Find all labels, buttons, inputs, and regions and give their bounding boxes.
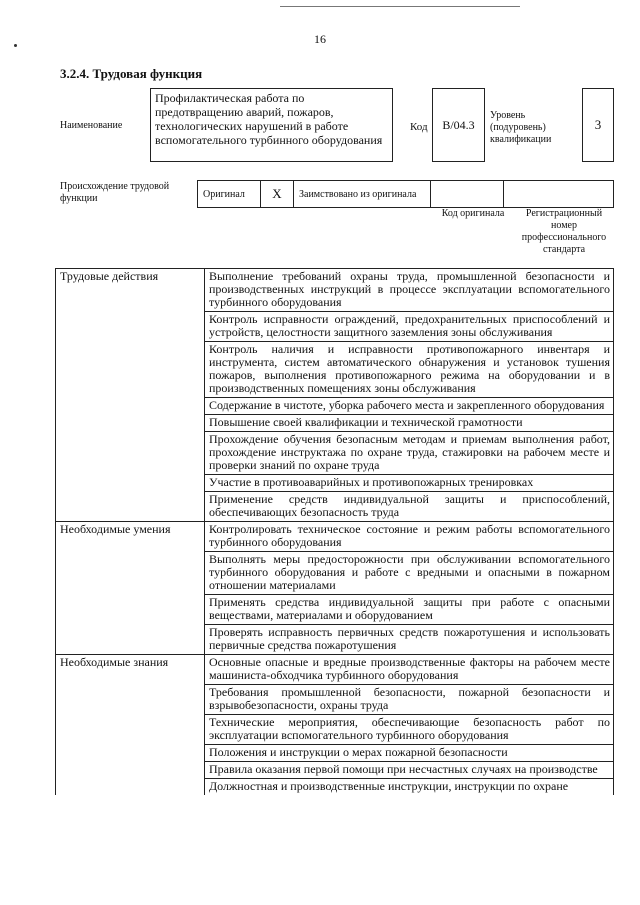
section-header-skills: Необходимые умения <box>56 522 205 655</box>
list-item: Требования промышленной безопасности, пожарной безопасности и взрывобезопасности, охраны труда <box>205 685 614 715</box>
origin-label: Происхождение трудовой функции <box>60 181 170 204</box>
list-item: Применять средства индивидуальной защиты при работе с опасными веществами, материалами и оборудованием <box>205 595 614 625</box>
origin-table <box>197 180 614 208</box>
section-header-actions: Трудовые действия <box>56 269 205 522</box>
list-item: Должностная и производственные инструкции, инструкции по охране <box>205 779 614 796</box>
table-row <box>56 655 614 685</box>
reg-number-caption: Регистрационный номер профессионального стандарта <box>521 208 607 255</box>
function-details-table <box>55 268 614 795</box>
list-item: Выполнение требований охраны труда, промышленной безопасности и производственных инструкций в процессе эксплуатации вспомогательного турбинного оборудования <box>205 269 614 312</box>
level-label: Уровень (подуровень) квалификации <box>490 110 552 145</box>
list-item: Контроль наличия и исправности противопожарного инвентаря и инструмента, систем автоматического обнаружения и установок тушения пожаров, выполнения противопожарного режима на оборудовании и в производственных помещениях зоны обслуживания <box>205 342 614 398</box>
list-item: Проверять исправность первичных средств пожаротушения и использовать первичные средства пожаротушения <box>205 625 614 655</box>
scan-top-line <box>280 6 520 7</box>
name-label: Наименование <box>60 120 123 131</box>
code-label: Код <box>410 121 428 133</box>
name-value-box: Профилактическая работа по предотвращению аварий, пожаров, технологических нарушений в работе вспомогательного турбинного оборудования <box>150 88 393 162</box>
reg-number-cell <box>504 181 614 208</box>
table-row <box>56 269 614 312</box>
list-item: Контроль исправности ограждений, предохранительных приспособлений и устройств, целостности защитного заземления зоны обслуживания <box>205 312 614 342</box>
list-item: Выполнять меры предосторожности при обслуживании вспомогательного турбинного оборудования и работе с вредными и опасными в пожарном отношении материалами <box>205 552 614 595</box>
code-value-box: B/04.3 <box>432 88 485 162</box>
page-number: 16 <box>314 32 326 46</box>
original-label: Оригинал <box>198 181 261 208</box>
list-item: Повышение своей квалификации и технической грамотности <box>205 415 614 432</box>
origin-code-caption: Код оригинала <box>441 208 505 219</box>
list-item: Участие в противоаварийных и противопожарных тренировках <box>205 475 614 492</box>
section-header-knowledge: Необходимые знания <box>56 655 205 796</box>
list-item: Содержание в чистоте, уборка рабочего места и закрепленного оборудования <box>205 398 614 415</box>
list-item: Технические мероприятия, обеспечивающие безопасность работ по эксплуатации вспомогательного турбинного оборудования <box>205 715 614 745</box>
origin-code-cell <box>431 181 504 208</box>
list-item: Прохождение обучения безопасным методам и приемам выполнения работ, прохождение инструктажа по охране труда, стажировки на рабочем месте и проверки знаний по охране труда <box>205 432 614 475</box>
list-item: Положения и инструкции о мерах пожарной безопасности <box>205 745 614 762</box>
list-item: Контролировать техническое состояние и режим работы вспомогательного турбинного оборудования <box>205 522 614 552</box>
original-mark: X <box>261 181 294 208</box>
list-item: Основные опасные и вредные производственные факторы на рабочем месте машиниста-обходчика турбинного оборудования <box>205 655 614 685</box>
level-value-box: 3 <box>582 88 614 162</box>
section-title: 3.2.4. Трудовая функция <box>60 66 203 81</box>
table-row <box>56 522 614 552</box>
borrowed-label: Заимствовано из оригинала <box>294 181 431 208</box>
list-item: Применение средств индивидуальной защиты и приспособлений, обеспечивающих безопасность труда <box>205 492 614 522</box>
list-item: Правила оказания первой помощи при несчастных случаях на производстве <box>205 762 614 779</box>
